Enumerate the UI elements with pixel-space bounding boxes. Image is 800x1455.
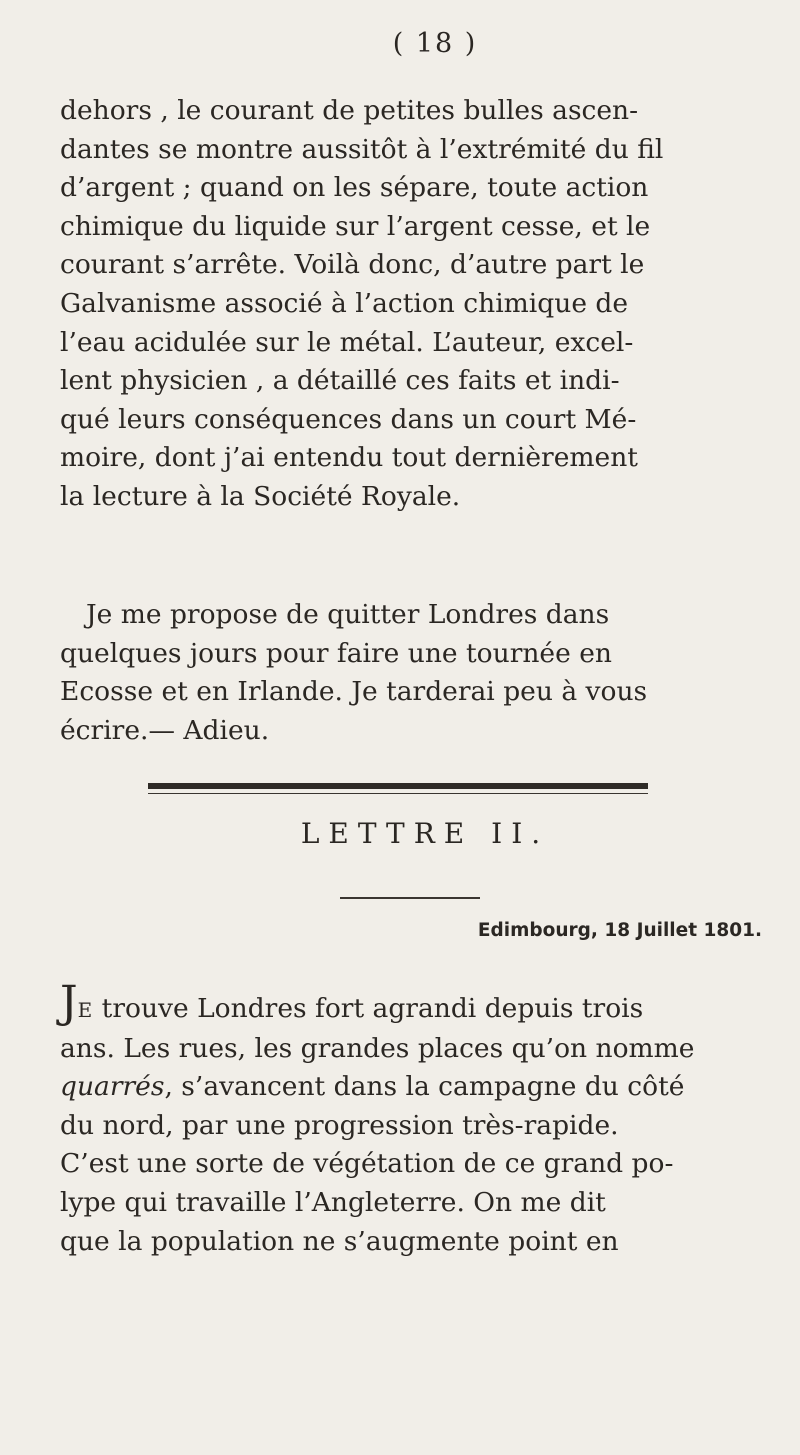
page-number: ( 18 ) bbox=[392, 28, 478, 59]
text-line: Je me propose de quitter Londres dans bbox=[86, 599, 610, 630]
drop-cap: J bbox=[60, 977, 78, 1028]
text-line: qué leurs conséquences dans un court Mé- bbox=[60, 403, 637, 435]
section-divider-thick bbox=[148, 783, 648, 789]
text-line: Ecosse et en Irlande. Je tarderai peu à vous bbox=[60, 676, 648, 708]
text-line bbox=[60, 977, 740, 1030]
small-cap: E bbox=[77, 998, 94, 1022]
italic-word: quarrés bbox=[60, 1071, 165, 1103]
paragraph-2 bbox=[60, 596, 740, 750]
paragraph-1 bbox=[60, 92, 740, 517]
text-line bbox=[60, 1068, 740, 1107]
text-line: lent physicien , a détaillé ces faits et indi- bbox=[60, 365, 620, 397]
text-line: d’argent ; quand on les sépare, toute action bbox=[60, 172, 649, 204]
text-line: quelques jours pour faire une tournée en bbox=[60, 637, 612, 669]
section-divider-thin bbox=[148, 793, 648, 794]
text-line: chimique du liquide sur l’argent cesse, et le bbox=[60, 210, 651, 242]
text-line: dehors , le courant de petites bulles ascen- bbox=[60, 95, 639, 126]
dateline: Edimbourg, 18 Juillet 1801. bbox=[477, 920, 762, 941]
text-fragment: , s’avancent dans la campagne du côté bbox=[164, 1071, 685, 1103]
letter-heading: LETTRE II. bbox=[300, 817, 550, 850]
text-line: Galvanisme associé à l’action chimique de bbox=[60, 287, 629, 319]
text-line: du nord, par une progression très-rapide. bbox=[60, 1109, 619, 1141]
text-line: lype qui travaille l’Angleterre. On me dit bbox=[60, 1186, 606, 1218]
text-fragment: trouve Londres fort agrandi depuis trois bbox=[93, 993, 644, 1024]
heading-underline bbox=[340, 897, 480, 899]
paragraph-3 bbox=[60, 977, 740, 1261]
text-line: courant s’arrête. Voilà donc, d’autre part le bbox=[60, 249, 645, 281]
text-line: l’eau acidulée sur le métal. L’auteur, excel- bbox=[60, 326, 634, 358]
text-line: écrire.— Adieu. bbox=[60, 714, 270, 746]
text-line: que la population ne s’augmente point en bbox=[60, 1225, 619, 1257]
text-line: moire, dont j’ai entendu tout dernièrement bbox=[60, 442, 638, 474]
text-line: ans. Les rues, les grandes places qu’on nomme bbox=[60, 1032, 695, 1064]
text-line: C’est une sorte de végétation de ce grand po- bbox=[60, 1148, 674, 1180]
text-line: dantes se montre aussitôt à l’extrémité du fil bbox=[60, 133, 664, 165]
text-line: la lecture à la Société Royale. bbox=[60, 480, 461, 512]
